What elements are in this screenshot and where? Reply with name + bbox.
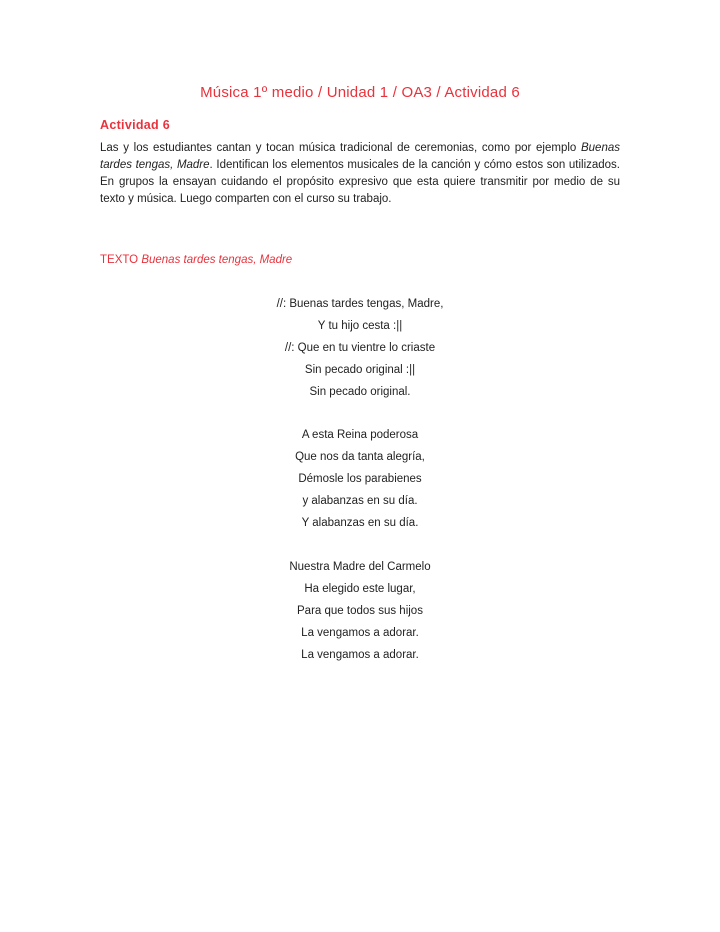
lyric-line: La vengamos a adorar. (301, 649, 419, 661)
lyric-line: Que nos da tanta alegría, (295, 451, 425, 463)
lyric-line: Y alabanzas en su día. (301, 517, 419, 529)
lyrics-label (100, 254, 292, 266)
lyric-line: y alabanzas en su día. (302, 495, 418, 507)
lyric-line: Para que todos sus hijos (297, 605, 423, 617)
page-title: Música 1º medio / Unidad 1 / OA3 / Actividad 6 (200, 84, 520, 101)
lyrics-stanza-1 (160, 293, 560, 403)
lyric-line: Y tu hijo cesta :|| (317, 320, 403, 332)
intro-text-start: Las y los estudiantes cantan y tocan música tradicional de ceremonias, como por ejemplo (100, 142, 581, 154)
lyric-line: Démosle los parabienes (298, 473, 422, 485)
lyric-line: //: Que en tu vientre lo criaste (284, 342, 436, 354)
lyric-line: Sin pecado original. (309, 386, 411, 398)
lyric-line: Nuestra Madre del Carmelo (289, 561, 431, 573)
lyrics-stanza-2 (160, 424, 560, 534)
lyric-line: Sin pecado original :|| (304, 364, 416, 376)
activity-heading: Actividad 6 (100, 118, 170, 132)
lyrics-stanza-3 (160, 556, 560, 666)
lyrics-label-prefix: TEXTO (100, 254, 142, 266)
intro-song-title: Buenas tardes tengas, Madre (100, 142, 620, 171)
lyric-line: //: Buenas tardes tengas, Madre, (276, 298, 444, 310)
lyrics-label-song: Buenas tardes tengas, Madre (141, 254, 293, 266)
activity-description (100, 140, 620, 208)
intro-text-end: . Identifican los elementos musicales de la canción y cómo estos son utilizados. En grupos la ensayan cuidando el propósito expresivo que esta quiere transmitir por medio de su texto y música. Luego comparten con el curso su trabajo. (100, 159, 621, 205)
lyric-line: Ha elegido este lugar, (304, 583, 416, 595)
lyric-line: La vengamos a adorar. (301, 627, 419, 639)
lyric-line: A esta Reina poderosa (301, 429, 419, 441)
